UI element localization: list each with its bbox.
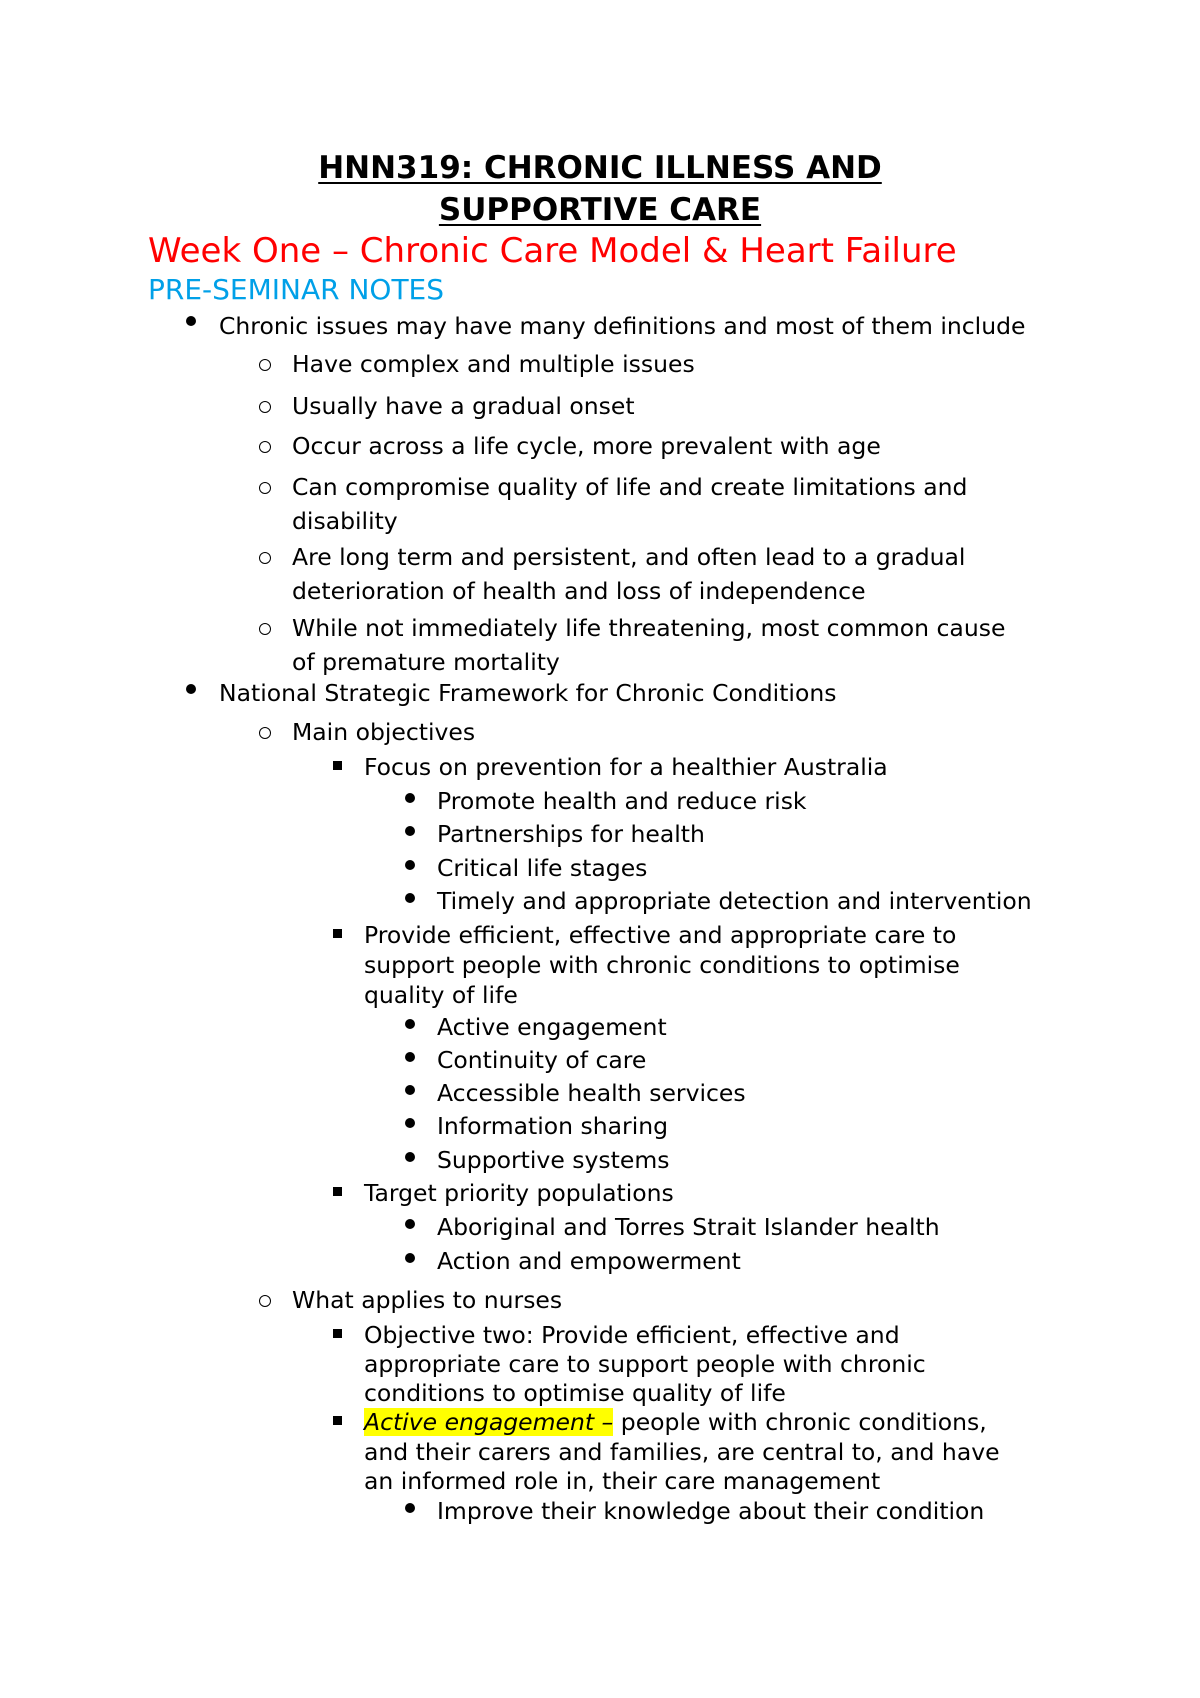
- bullet-disc-icon: [405, 1019, 415, 1029]
- bullet-square-icon: [333, 929, 342, 938]
- bullet-disc-icon: [405, 893, 415, 903]
- bullet-square-icon: [333, 761, 342, 770]
- document-title-line-1: HNN319: CHRONIC ILLNESS AND: [318, 150, 882, 186]
- list-item: Main objectives: [292, 718, 476, 746]
- list-item: National Strategic Framework for Chronic Conditions: [219, 679, 837, 707]
- list-item: Chronic issues may have many definitions and most of them include: [219, 312, 1026, 340]
- list-item-continuation: conditions to optimise quality of life: [364, 1379, 786, 1407]
- list-item: Objective two: Provide efficient, effective and: [364, 1321, 900, 1349]
- bullet-disc-icon: [405, 793, 415, 803]
- list-item: Usually have a gradual onset: [292, 392, 635, 420]
- list-item: Supportive systems: [437, 1146, 670, 1174]
- list-item-continuation: an informed role in, their care management: [364, 1467, 881, 1495]
- bullet-square-icon: [333, 1187, 342, 1196]
- bullet-disc-icon: [405, 860, 415, 870]
- list-item: Continuity of care: [437, 1046, 647, 1074]
- list-item: [364, 1408, 987, 1437]
- document-title-line-2: SUPPORTIVE CARE: [438, 192, 762, 228]
- list-item: Accessible health services: [437, 1079, 746, 1107]
- bullet-disc-icon: [405, 1503, 415, 1513]
- list-item: Can compromise quality of life and create limitations and: [292, 473, 968, 501]
- bullet-disc-icon: [405, 826, 415, 836]
- list-item: Active engagement: [437, 1013, 667, 1041]
- list-item: Occur across a life cycle, more prevalent with age: [292, 432, 881, 460]
- list-item-continuation: quality of life: [364, 981, 518, 1009]
- bullet-circle-icon: [259, 359, 271, 371]
- bullet-circle-icon: [259, 727, 271, 739]
- list-item: Target priority populations: [364, 1179, 674, 1207]
- list-item-continuation: appropriate care to support people with chronic: [364, 1350, 926, 1378]
- section-heading: PRE-SEMINAR NOTES: [148, 273, 445, 306]
- list-item: Information sharing: [437, 1112, 669, 1140]
- list-item-text: people with chronic conditions,: [613, 1408, 987, 1436]
- bullet-circle-icon: [259, 552, 271, 564]
- list-item: Promote health and reduce risk: [437, 787, 807, 815]
- bullet-disc-icon: [186, 684, 196, 694]
- list-item: Provide efficient, effective and appropriate care to: [364, 921, 957, 949]
- week-heading: Week One – Chronic Care Model & Heart Failure: [148, 231, 957, 271]
- list-item: What applies to nurses: [292, 1286, 563, 1314]
- list-item: Are long term and persistent, and often lead to a gradual: [292, 543, 966, 571]
- bullet-disc-icon: [405, 1219, 415, 1229]
- list-item: Have complex and multiple issues: [292, 350, 695, 378]
- bullet-disc-icon: [186, 316, 196, 326]
- bullet-circle-icon: [259, 1295, 271, 1307]
- list-item-continuation: support people with chronic conditions to optimise: [364, 951, 960, 979]
- bullet-circle-icon: [259, 482, 271, 494]
- list-item-continuation: deterioration of health and loss of independence: [292, 577, 866, 605]
- highlighted-term: Active engagement –: [364, 1408, 614, 1436]
- bullet-square-icon: [333, 1416, 342, 1425]
- list-item: Action and empowerment: [437, 1247, 741, 1275]
- bullet-disc-icon: [405, 1118, 415, 1128]
- bullet-circle-icon: [259, 401, 271, 413]
- list-item: Aboriginal and Torres Strait Islander health: [437, 1213, 940, 1241]
- bullet-disc-icon: [405, 1152, 415, 1162]
- bullet-disc-icon: [405, 1052, 415, 1062]
- bullet-square-icon: [333, 1329, 342, 1338]
- bullet-circle-icon: [259, 441, 271, 453]
- bullet-disc-icon: [405, 1253, 415, 1263]
- list-item: While not immediately life threatening, most common cause: [292, 614, 1006, 642]
- list-item: Improve their knowledge about their condition: [437, 1497, 985, 1525]
- list-item: Focus on prevention for a healthier Australia: [364, 753, 888, 781]
- list-item: Partnerships for health: [437, 820, 705, 848]
- list-item: Critical life stages: [437, 854, 648, 882]
- list-item: Timely and appropriate detection and intervention: [437, 887, 1032, 915]
- bullet-disc-icon: [405, 1085, 415, 1095]
- list-item-continuation: of premature mortality: [292, 648, 560, 676]
- list-item-continuation: disability: [292, 507, 398, 535]
- bullet-circle-icon: [259, 623, 271, 635]
- list-item-continuation: and their carers and families, are central to, and have: [364, 1438, 1000, 1466]
